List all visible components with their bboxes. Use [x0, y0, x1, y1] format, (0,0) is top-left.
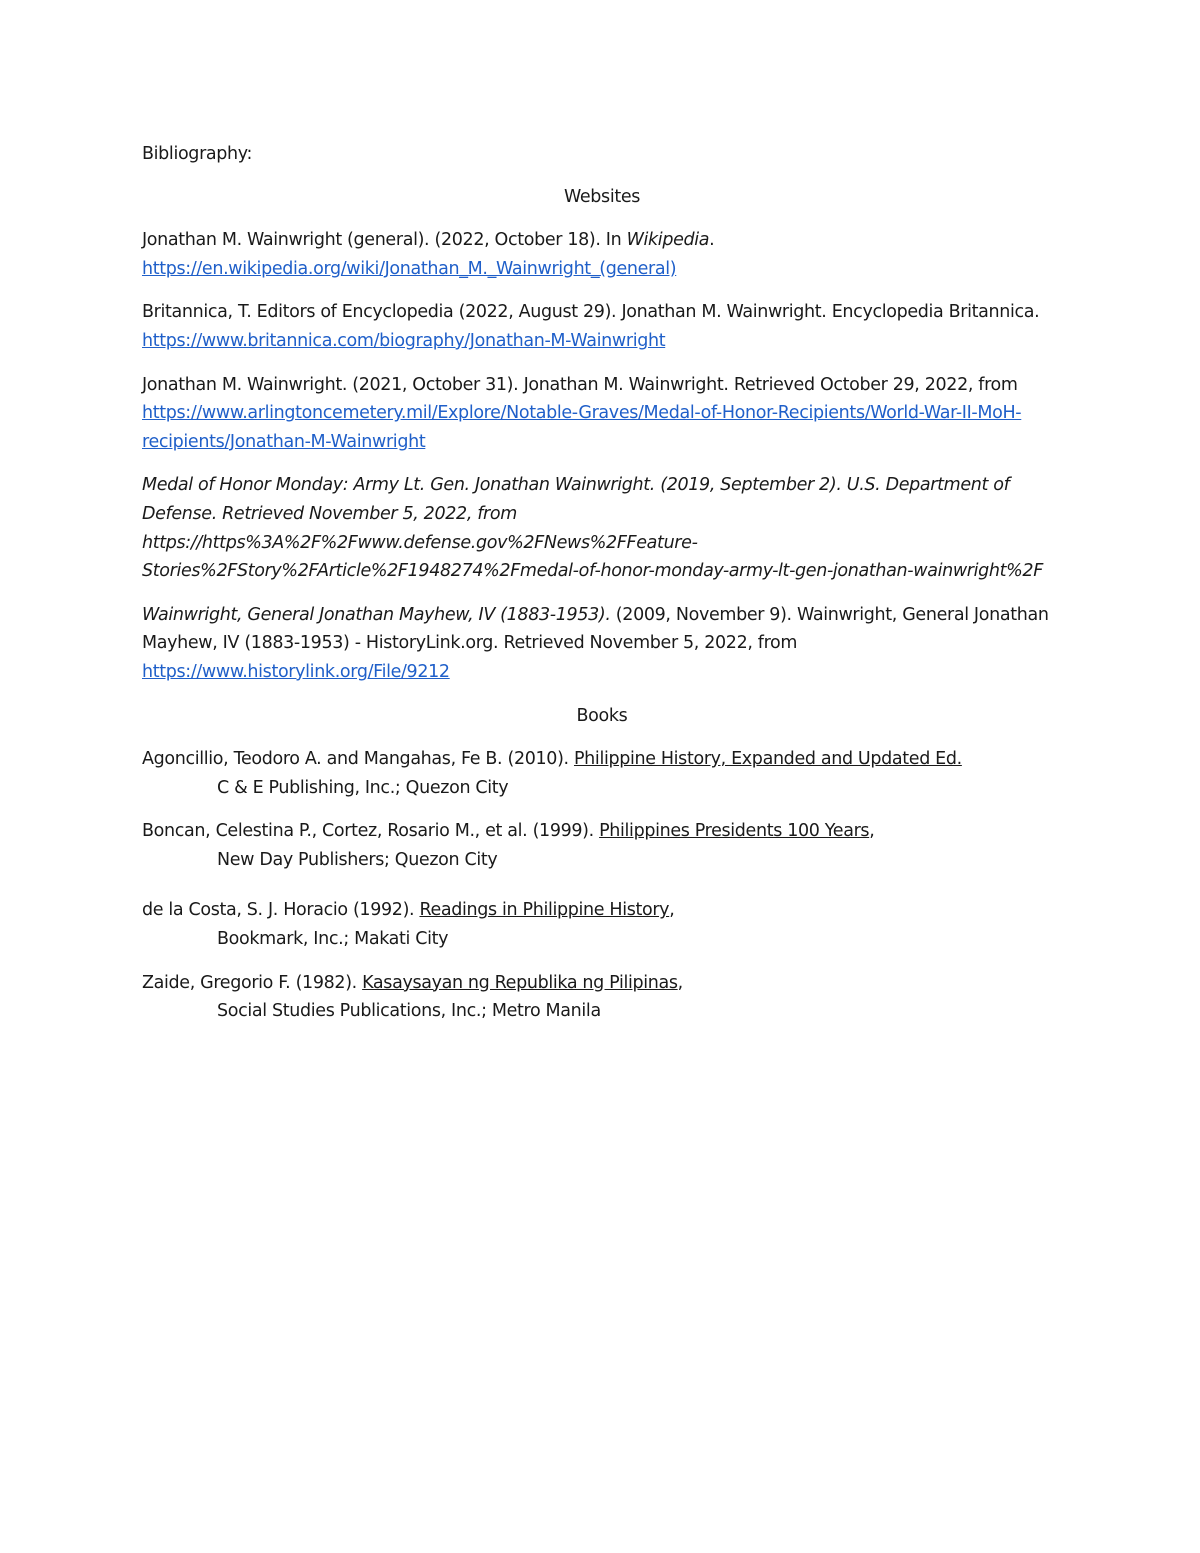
entry-text: Britannica, T. Editors of Encyclopedia (2022, August 29). Jonathan M. Wainwright. Encyclopedia Britannica. [142, 302, 1040, 323]
entry-text: Jonathan M. Wainwright. (2021, October 31). Jonathan M. Wainwright. Retrieved October 29, 2022, from [142, 374, 1018, 395]
book-entry [142, 896, 1062, 953]
book-title: Kasaysayan ng Republika ng Pilipinas [362, 972, 678, 993]
book-title-punct: , [869, 821, 875, 842]
entry-text: . [709, 230, 715, 251]
book-author: Boncan, Celestina P., Cortez, Rosario M., et al. (1999). [142, 821, 600, 842]
book-entry [142, 969, 1062, 1026]
book-publisher: New Day Publishers; Quezon City [217, 849, 498, 870]
book-title: Philippines Presidents 100 Years [599, 821, 870, 842]
book-title: Philippine History, Expanded and Updated Ed. [573, 749, 962, 770]
entry-text: (2009, November 9). Wainwright, General Jonathan Mayhew, IV (1883-1953) - HistoryLink.org. Retrieved November 5, 2022, from [142, 604, 1049, 654]
website-entry-arlington [142, 371, 1062, 457]
book-author: Zaide, Gregorio F. (1982). [142, 972, 363, 993]
book-author: Agoncillio, Teodoro A. and Mangahas, Fe B. (2010). [142, 749, 574, 770]
entry-text: Medal of Honor Monday: Army Lt. Gen. Jonathan Wainwright. (2019, September 2). U.S. Department of Defense. Retrieved November 5, 2022, from https://https%3A%2F%2Fwww.defense.gov%2FNews%2FFeature-Stories%2FStory%2FArticle%2F1948274%2Fmedal-of-honor-monday-army-lt-gen-jonathan-wainwright%2F [142, 475, 1043, 582]
book-entry [142, 745, 1062, 802]
britannica-link[interactable]: https://www.britannica.com/biography/Jonathan-M-Wainwright [142, 330, 666, 351]
book-publisher: Bookmark, Inc.; Makati City [217, 929, 449, 950]
book-publisher: Social Studies Publications, Inc.; Metro Manila [217, 1001, 601, 1022]
websites-heading: Websites [563, 186, 641, 207]
entry-source-italic: Wikipedia [626, 230, 710, 251]
book-title-punct: , [677, 972, 683, 993]
book-author: de la Costa, S. J. Horacio (1992). [142, 900, 420, 921]
entry-title-italic: Wainwright, General Jonathan Mayhew, IV (1883-1953). [142, 604, 611, 625]
wikipedia-link[interactable]: https://en.wikipedia.org/wiki/Jonathan_M._Wainwright_(general) [142, 258, 677, 279]
book-publisher: C & E Publishing, Inc.; Quezon City [217, 777, 509, 798]
website-entry-britannica [142, 298, 1062, 355]
historylink-link[interactable]: https://www.historylink.org/File/9212 [142, 661, 450, 682]
arlington-link[interactable]: https://www.arlingtoncemetery.mil/Explore/Notable-Graves/Medal-of-Honor-Recipients/World-War-II-MoH-recipients/Jonathan-M-Wainwright [142, 403, 1022, 452]
page-title: Bibliography: [142, 144, 253, 164]
bibliography-content [142, 140, 1062, 1041]
book-title-punct: , [669, 900, 675, 921]
website-entry-wikipedia [142, 226, 1062, 283]
entry-text: Jonathan M. Wainwright (general). (2022, October 18). In [142, 230, 627, 251]
book-entry [142, 817, 1062, 874]
website-entry-historylink [142, 601, 1062, 687]
book-title: Readings in Philippine History [419, 900, 670, 921]
books-heading: Books [576, 705, 628, 726]
website-entry-defense [142, 471, 1062, 585]
